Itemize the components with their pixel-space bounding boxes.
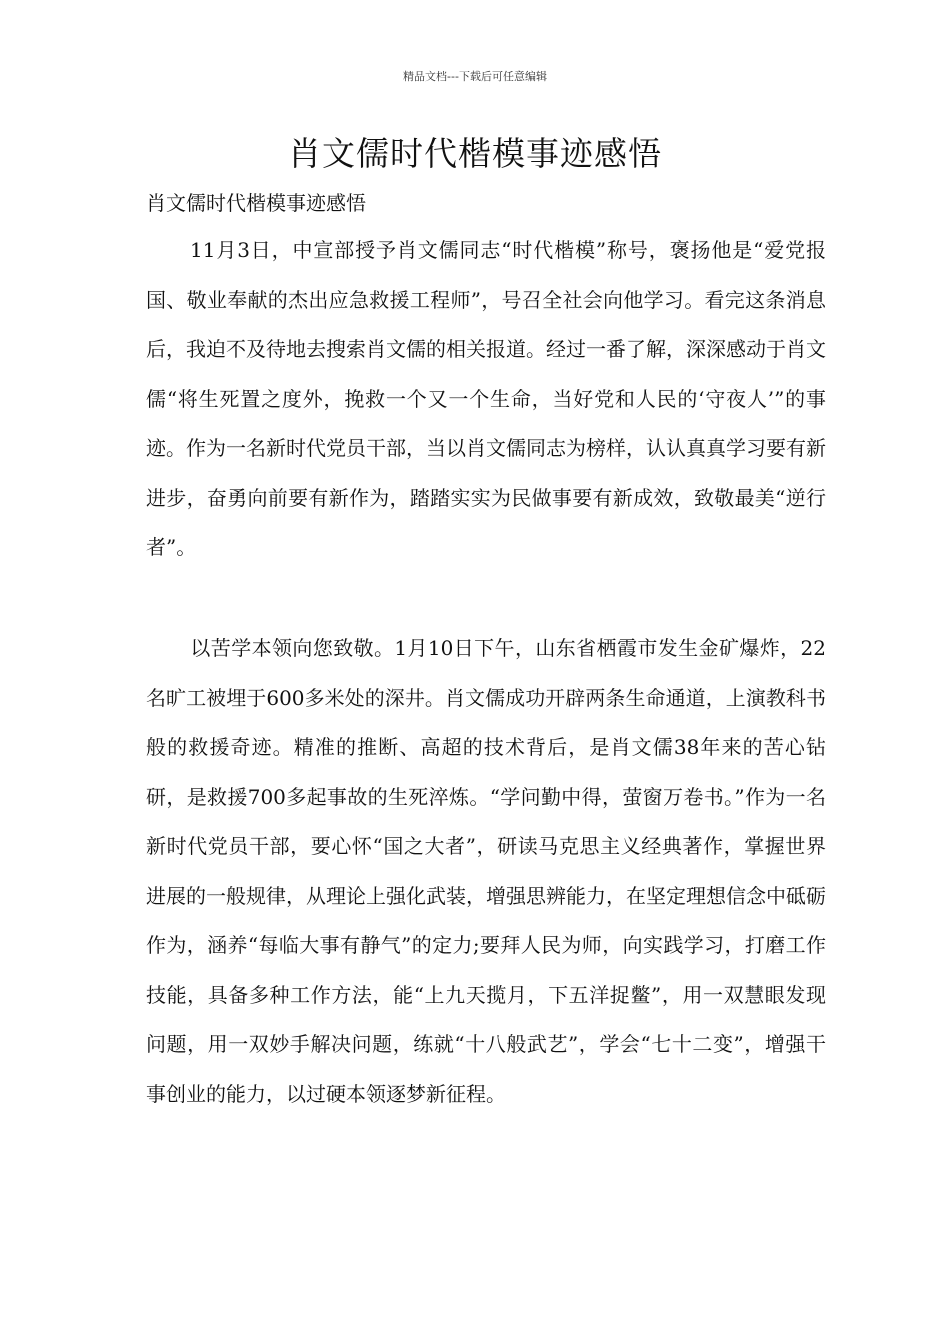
- paragraph-2: [146, 624, 826, 1119]
- paragraph-2-text: 以苦学本领向您致敬。1月10日下午，山东省栖霞市发生金矿爆炸，22名旷工被埋于600多米处的深井。肖文儒成功开辟两条生命通道，上演教科书般的救援奇迹。精准的推断、高超的技术背后，是肖文儒38年来的苦心钻研，是救援700多起事故的生死淬炼。“学问勤中得，萤窗万卷书。”作为一名新时代党员干部，要心怀“国之大者”，研读马克思主义经典著作，掌握世界进展的一般规律，从理论上强化武装，增强思辨能力，在坚定理想信念中砥砺作为，涵养“每临大事有静气”的定力;要拜人民为师，向实践学习，打磨工作技能，具备多种工作方法，能“上九天揽月，下五洋捉鳖”，用一双慧眼发现问题，用一双妙手解决问题，练就“十八般武艺”，学会“七十二变”，增强干事创业的能力，以过硬本领逐梦新征程。: [146, 636, 826, 1106]
- page-header: 精品文档---下载后可任意编辑: [403, 70, 547, 83]
- document-subtitle: 肖文儒时代楷模事迹感悟: [146, 191, 366, 215]
- paragraph-1-text: 11月3日，中宣部授予肖文儒同志“时代楷模”称号，褒扬他是“爱党报国、敬业奉献的杰出应急救援工程师”，号召全社会向他学习。看完这条消息后，我迫不及待地去搜索肖文儒的相关报道。经过一番了解，深深感动于肖文儒“将生死置之度外，挽救一个又一个生命，当好党和人民的‘守夜人’”的事迹。作为一名新时代党员干部，当以肖文儒同志为榜样，认认真真学习要有新进步，奋勇向前要有新作为，踏踏实实为民做事要有新成效，致敬最美“逆行者”。: [146, 238, 826, 559]
- paragraph-1: [146, 226, 826, 573]
- document-title: 肖文儒时代楷模事迹感悟: [288, 134, 662, 173]
